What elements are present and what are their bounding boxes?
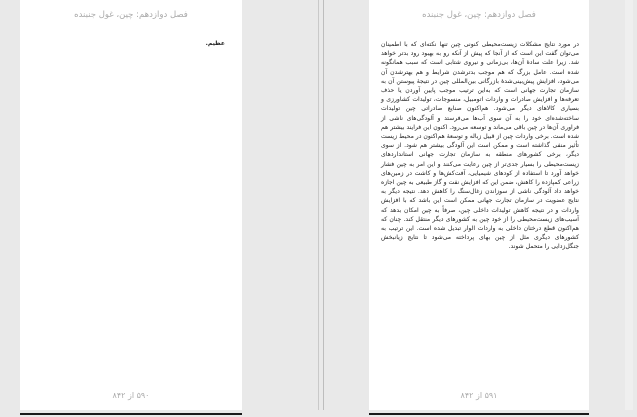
page-gutter-line-2 (323, 0, 324, 417)
left-page (20, 0, 242, 410)
left-page-text: عظیم. (205, 40, 225, 47)
right-page-number: ۵۹۱ از ۸۴۲ (460, 391, 498, 400)
left-page-number: ۵۹۰ از ۸۴۲ (112, 391, 150, 400)
right-page (369, 0, 589, 410)
left-page-header: فصل دوازدهم: چین، غول جنبنده (74, 10, 188, 20)
right-page-body-text: در مورد نتایج مشکلات زیست‌محیطی کنونی چین تنها نکته‌ای که با اطمینان می‌توان گفت این است که از آنجا که پیش از آنکه رو به بهبود رود بدتر خواهد شد. زیرا علت سادهٔ آن‌ها، بی‌زمانی و نیروی شتابی است که سبب همانگونه شده است. عامل بزرگ که هم موجب بدترشدن شرایط و هم بهترشدن آن می‌شود، افزایش پیش‌بینی‌شدهٔ بازرگانی بین‌المللی چین در نتیجهٔ پیوستن آن به سازمان تجارت جهانی است که به‌این ترتیب موجب پایین آوردن یا حذف تعرفه‌ها و افزایش صادرات و واردات اتومبیل، منسوجات، تولیدات کشاورزی و بسیاری کالاهای دیگر می‌شود. هم‌اکنون صنایع صادراتی چین تولیدات ساخته‌شده‌ای خود را به آن سوی آب‌ها می‌فرستد و آلودگی‌های ناشی از فراوری آن‌ها در چین باقی می‌ماند و توسعه می‌رود. اکنون این فرایند بیشتر هم شده است. برخی واردات چین از قبیل زباله و توسعهٔ هم‌اکنون در محیط زیست تأثیر منفی گذاشته است و ممکن است این آلودگی بیشتر هم شود. از سوی دیگر، برخی کشورهای منطقه به سازمان تجارت جهانی استانداردهای زیست‌محیطی را بسیار جدی‌تر از چین رعایت می‌کنند و این امر به چین فشار خواهد آورد تا استفاده از کودهای شیمیایی، آفت‌کش‌ها و کاشت در زمین‌های زراعی کمپازده را کاهش، ضمن این که افزایش نفت و گاز طبیعی به چین اجازه خواهد داد آلودگی ناشی از سوزاندن زغال‌سنگ را کاهش دهد. نتیجه دیگر به نتایج عضویت در سازمان تجارت جهانی ممکن است این باشد که با افزایش واردات و در نتیجه کاهش تولیدات داخلی چین، صرفاً به چین امکان بدهد که آسیب‌های زیست‌محیطی را از خود چین به کشورهای دیگر منتقل کند. چنان که هم‌اکنون قطع درختان داخلی به واردات الوار تبدیل شده است. این ترتیب به کشورهای دیگری مثل از چین بهای پرداخته می‌شود تا نتایج زیانبخش جنگل‌زدایی را متحمل شوند. (381, 41, 579, 251)
right-page-header: فصل دوازدهم: چین، غول جنبنده (422, 10, 536, 20)
left-page-bottom-edge (20, 413, 242, 415)
page-gutter-line (318, 0, 319, 417)
right-page-bottom-edge (369, 413, 589, 415)
vertical-scrollbar[interactable] (625, 0, 633, 410)
